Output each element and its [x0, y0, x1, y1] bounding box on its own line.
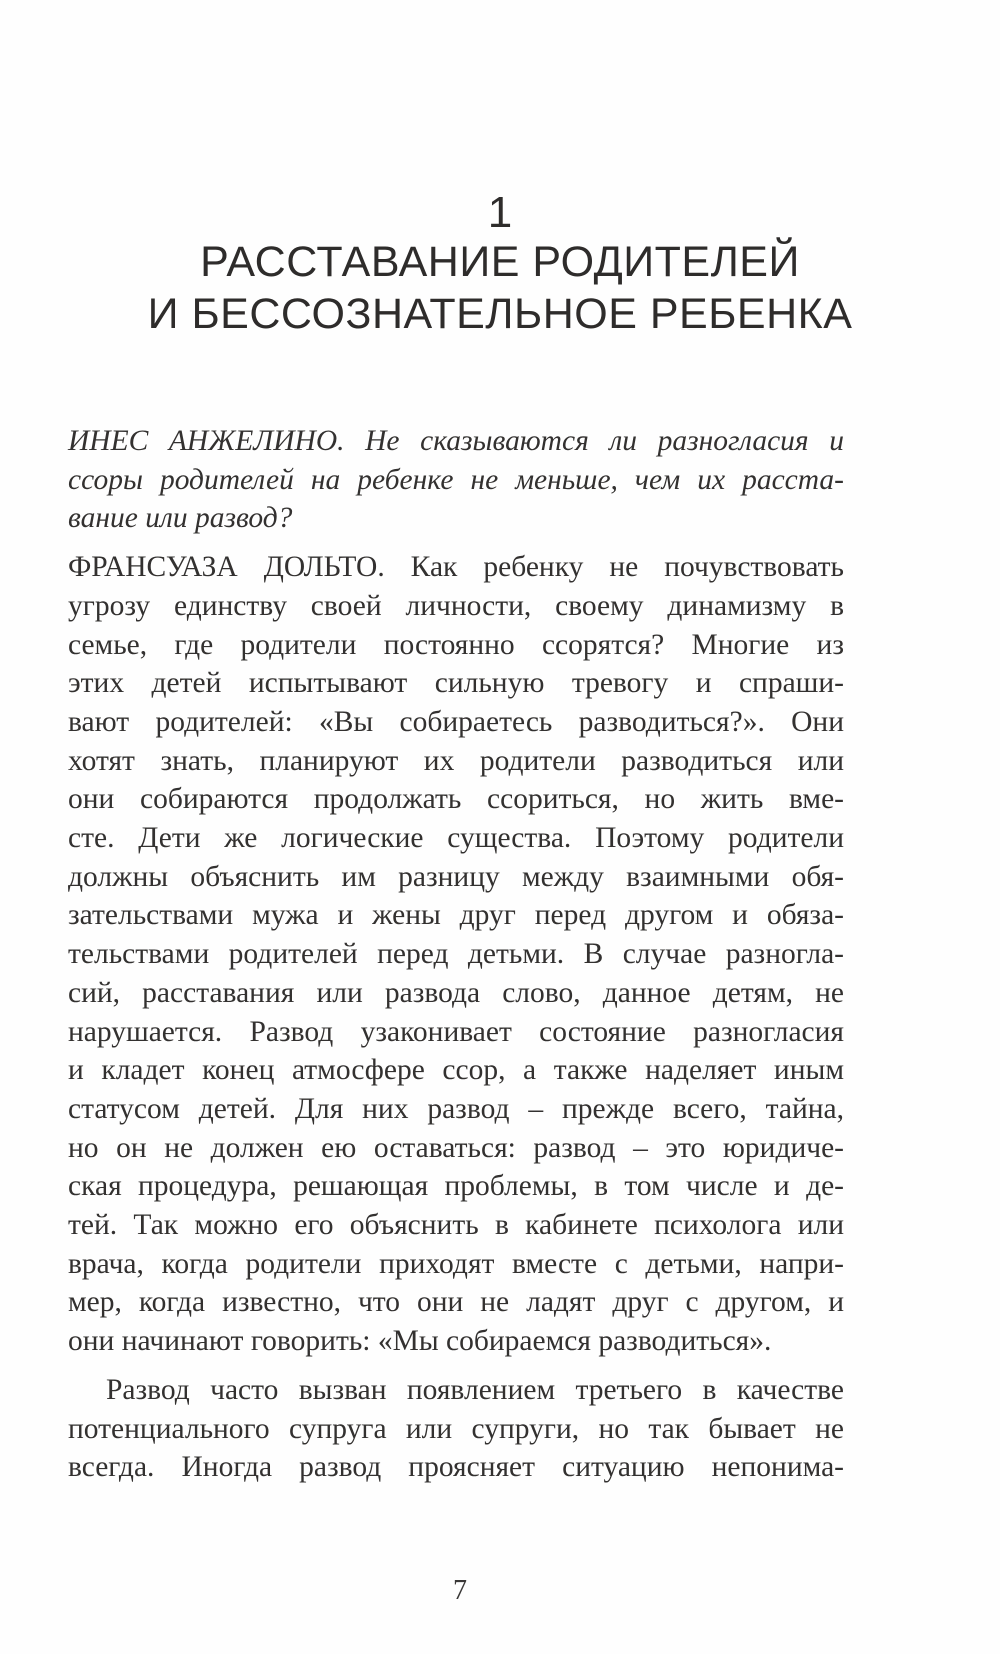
text-line: всегда. Иногда развод проясняет ситуацию непонима- — [68, 1451, 844, 1484]
page-number: 7 — [453, 1575, 467, 1606]
text-line: мер, когда известно, что они не ладят друг с другом, и — [68, 1286, 844, 1319]
interviewer-question — [68, 422, 844, 538]
text-line: они начинают говорить: «Мы собираемся разводиться». — [68, 1325, 772, 1358]
text-line: семье, где родители постоянно ссорятся? Многие из — [68, 628, 844, 661]
body-text — [68, 422, 844, 1487]
text-line: врача, когда родители приходят вместе с детьми, напри- — [68, 1247, 844, 1280]
text-line: тельствами родителей перед детьми. В случае разногла- — [68, 938, 844, 971]
chapter-title — [40, 236, 960, 340]
text-line: и кладет конец атмосфере ссор, а также наделяет иным — [68, 1054, 844, 1087]
text-line: нарушается. Развод узаконивает состояние разногласия — [68, 1015, 844, 1048]
chapter-title-line-1: РАССТАВАНИЕ РОДИТЕЛЕЙ — [200, 238, 800, 286]
text-line: потенциального супруга или супруги, но так бывает не — [68, 1412, 844, 1445]
text-line: вание или развод? — [68, 502, 293, 535]
text-line: они собираются продолжать ссориться, но жить вме- — [68, 783, 844, 816]
text-line: статусом детей. Для них развод – прежде всего, тайна, — [68, 1092, 844, 1125]
text-line: вают родителей: «Вы собираетесь разводиться?». Они — [68, 705, 844, 738]
text-line: ИНЕС АНЖЕЛИНО. Не сказываются ли разногласия и — [68, 425, 844, 457]
text-line: хотят знать, планируют их родители разводиться или — [68, 744, 844, 777]
text-line: тей. Так можно его объяснить в кабинете психолога или — [68, 1209, 844, 1242]
text-line: угрозу единству своей личности, своему динамизму в — [68, 589, 844, 622]
paragraph — [68, 1371, 844, 1487]
text-line: ссоры родителей на ребенке не меньше, чем их расста- — [68, 463, 844, 496]
text-line: зательствами мужа и жены друг перед другом и обяза- — [68, 899, 844, 932]
chapter-title-line-2: И БЕССОЗНАТЕЛЬНОЕ РЕБЕНКА — [147, 290, 853, 338]
text-line: но он не должен ею оставаться: развод – это юридиче- — [68, 1131, 844, 1164]
text-line: Развод часто вызван появлением третьего в качестве — [106, 1373, 844, 1406]
text-line: сте. Дети же логические существа. Поэтому родители — [68, 822, 844, 855]
chapter-number: 1 — [487, 188, 513, 237]
text-line: сий, расставания или развода слово, данное детям, не — [68, 976, 844, 1009]
respondent-answer — [68, 548, 844, 1361]
text-line: ская процедура, решающая проблемы, в том числе и де- — [68, 1170, 844, 1203]
text-line: должны объяснить им разницу между взаимными обя- — [68, 860, 844, 893]
text-line: ФРАНСУАЗА ДОЛЬТО. Как ребенку не почувствовать — [68, 551, 844, 584]
text-line: этих детей испытывают сильную тревогу и спраши- — [68, 667, 844, 700]
